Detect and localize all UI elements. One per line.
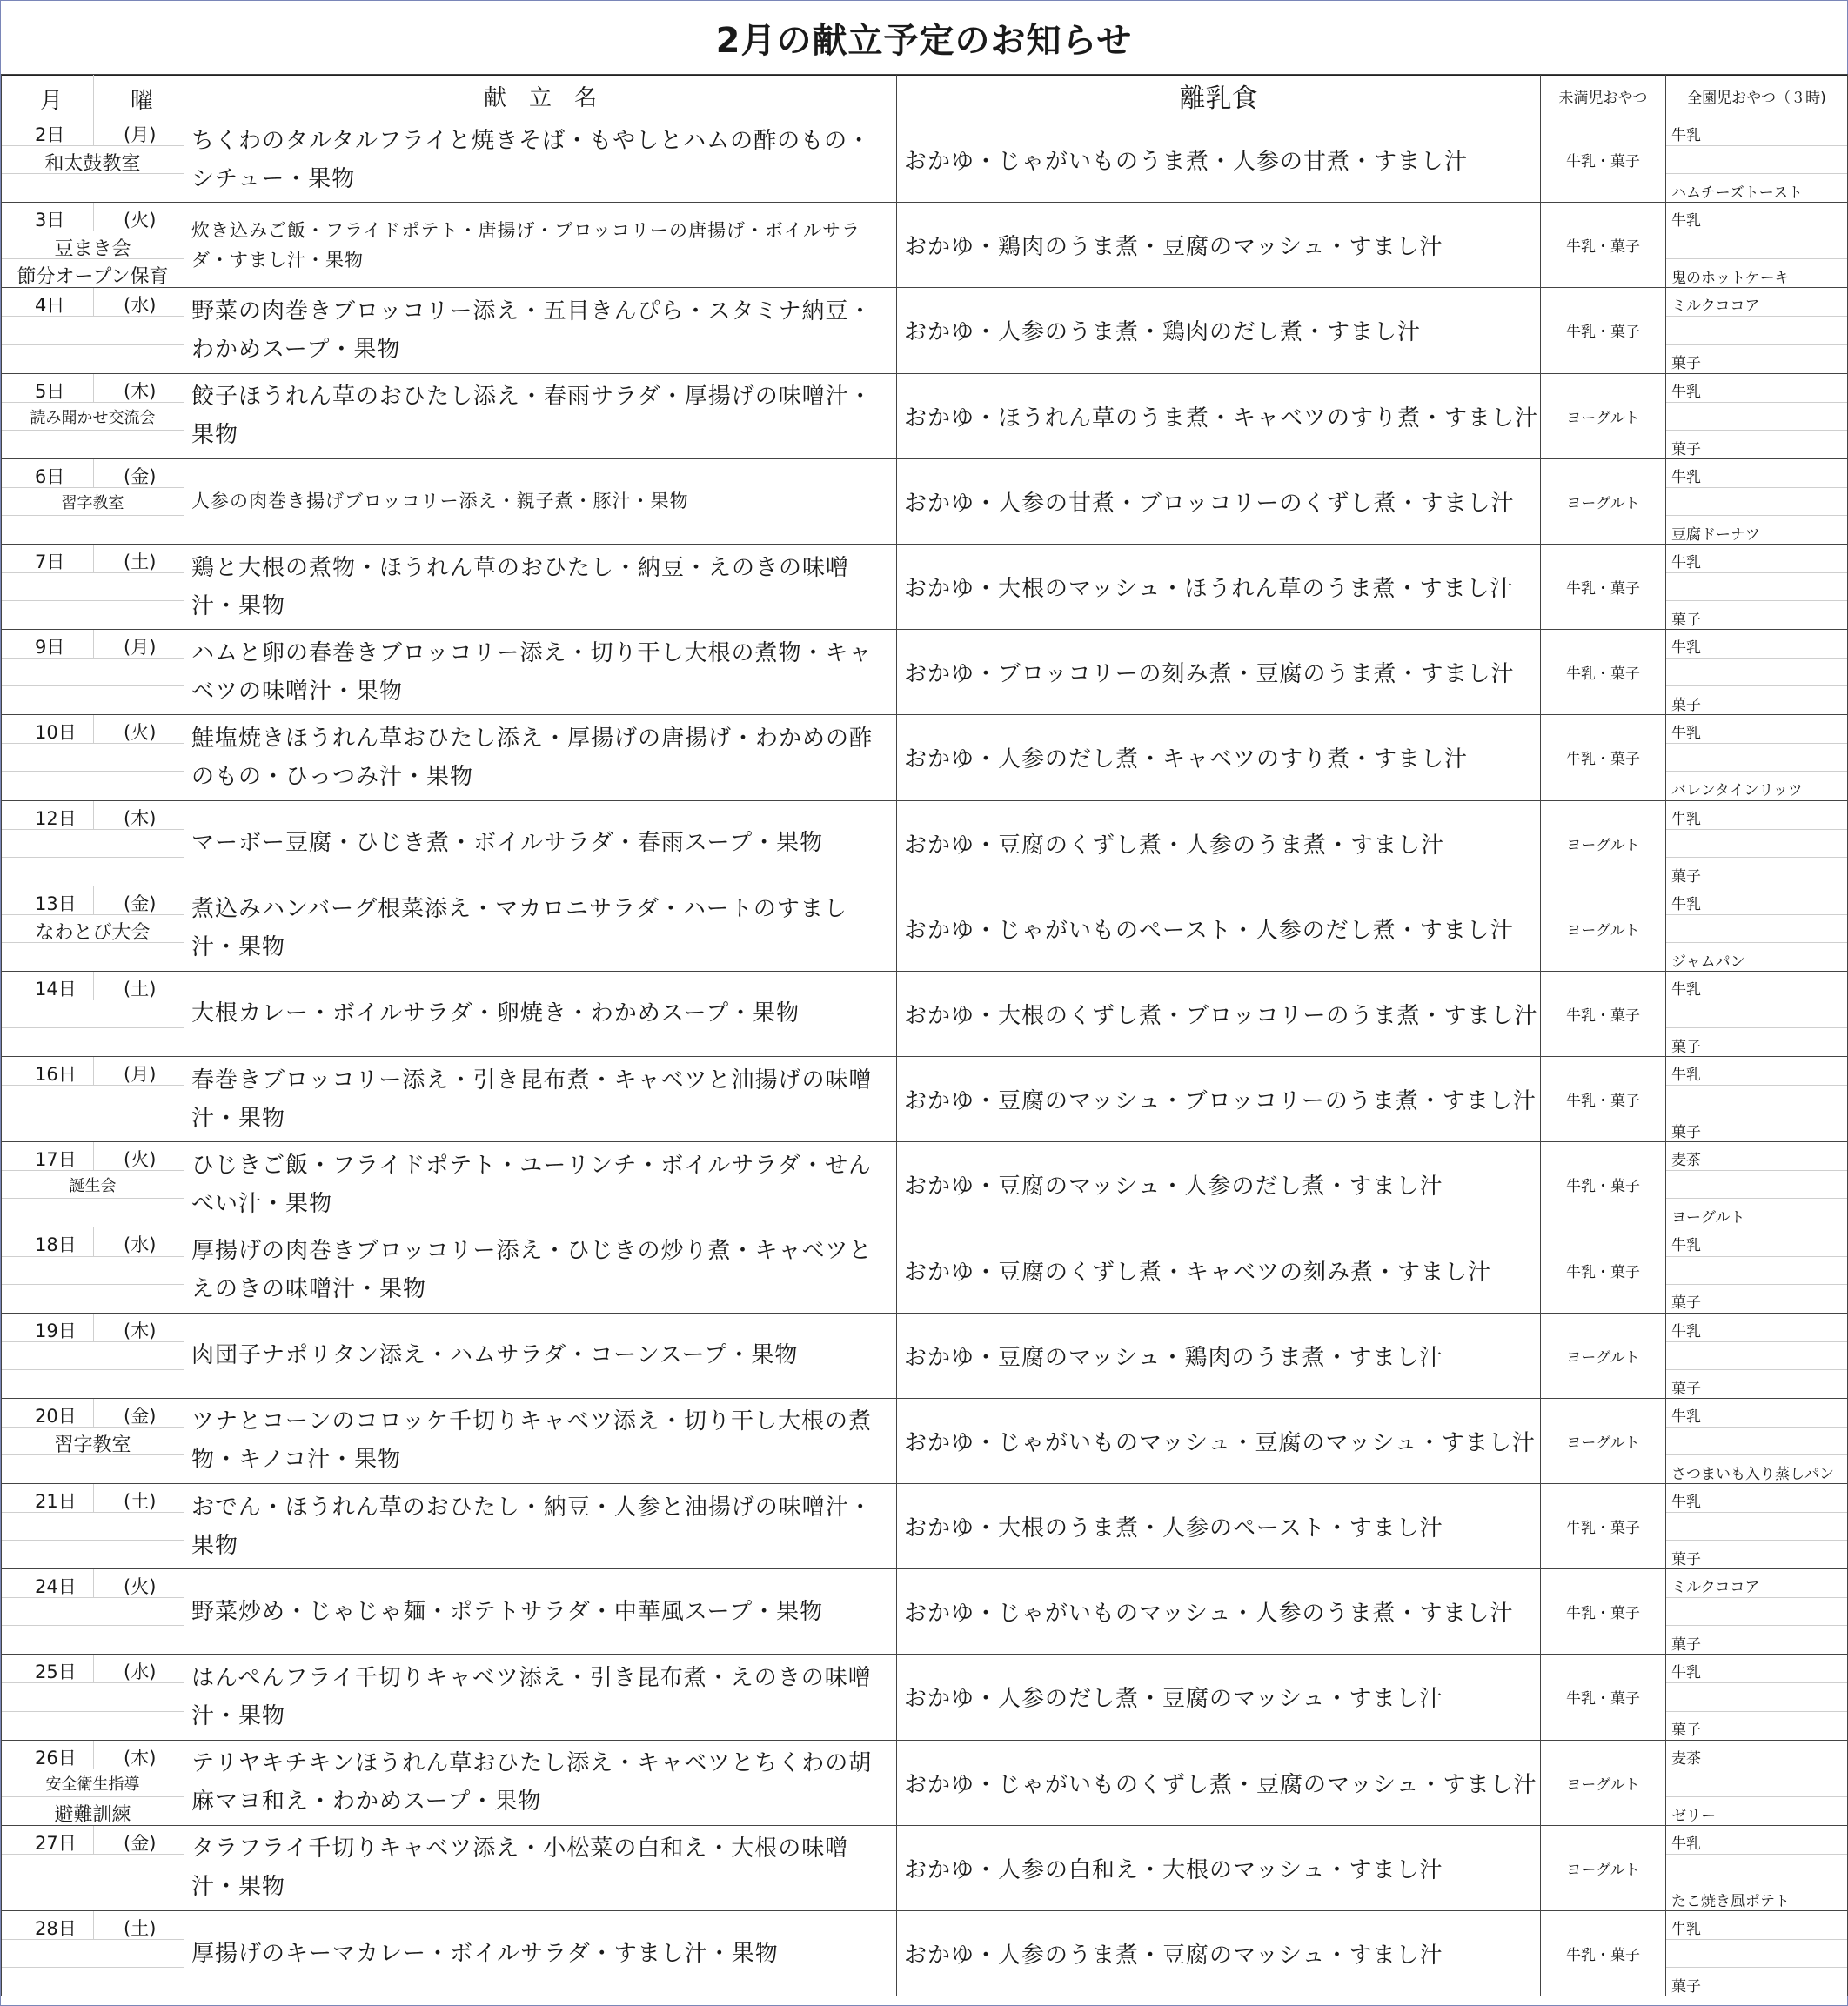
event-label: 豆まき会 [54, 238, 131, 261]
baby-food-cell: おかゆ・人参のだし煮・キャベツのすり煮・すまし汁 [897, 715, 1541, 800]
under3-snack-cell: 牛乳・菓子 [1541, 544, 1666, 629]
all-snack-food: 菓子 [1671, 1294, 1701, 1313]
baby-food-cell: おかゆ・大根のくずし煮・ブロッコリーのうま煮・すまし汁 [897, 971, 1541, 1056]
header-date [2, 75, 184, 117]
table-row [2, 1227, 1848, 1313]
menu-cell: ひじきご飯・フライドポテト・ユーリンチ・ボイルサラダ・せんべい汁・果物 [184, 1142, 897, 1227]
under3-snack-cell: 牛乳・菓子 [1541, 117, 1666, 203]
weekday-label: (水) [124, 1662, 157, 1683]
baby-food-cell: おかゆ・人参のうま煮・鶏肉のだし煮・すまし汁 [897, 288, 1541, 373]
under3-snack-cell: 牛乳・菓子 [1541, 1057, 1666, 1142]
day-label: 18日 [35, 1234, 77, 1256]
all-snack-drink: ミルクココア [1671, 1579, 1760, 1597]
all-snack-cell [1666, 1484, 1848, 1569]
under3-snack-cell: 牛乳・菓子 [1541, 1569, 1666, 1655]
date-cell [2, 1655, 184, 1740]
date-grid [2, 1484, 184, 1568]
weekday-label: (水) [124, 295, 157, 317]
all-snack-cell [1666, 373, 1848, 458]
all-snack-cell [1666, 544, 1848, 629]
all-snack-drink: 牛乳 [1671, 212, 1701, 231]
event-label: 読み聞かせ交流会 [30, 408, 156, 427]
menu-cell: テリヤキチキンほうれん草おひたし添え・キャベツとちくわの胡麻マヨ和え・わかめスープ・果物 [184, 1740, 897, 1825]
date-cell [2, 203, 184, 288]
weekday-label: (金) [124, 1832, 157, 1854]
baby-food-cell: おかゆ・豆腐のくずし煮・人参のうま煮・すまし汁 [897, 800, 1541, 886]
day-label: 17日 [35, 1149, 77, 1171]
day-label: 28日 [35, 1917, 77, 1939]
weekday-label: (土) [124, 551, 157, 572]
all-snack-cell [1666, 1227, 1848, 1313]
all-snack-food: 鬼のホットケーキ [1671, 270, 1790, 288]
under3-snack-cell: ヨーグルト [1541, 458, 1666, 544]
baby-food-cell: おかゆ・豆腐のマッシュ・人参のだし煮・すまし汁 [897, 1142, 1541, 1227]
weekday-label: (火) [124, 722, 157, 744]
table-row [2, 1057, 1848, 1142]
menu-cell: 野菜の肉巻きブロッコリー添え・五目きんぴら・スタミナ納豆・わかめスープ・果物 [184, 288, 897, 373]
weekday-label: (土) [124, 1491, 157, 1512]
all-snack-drink: 牛乳 [1671, 980, 1701, 999]
baby-food-cell: おかゆ・大根のマッシュ・ほうれん草のうま煮・すまし汁 [897, 544, 1541, 629]
under3-snack-cell: 牛乳・菓子 [1541, 1655, 1666, 1740]
menu-cell: はんぺんフライ千切りキャベツ添え・引き昆布煮・えのきの味噌汁・果物 [184, 1655, 897, 1740]
date-grid [2, 715, 184, 799]
all-snack-drink: 牛乳 [1671, 1237, 1701, 1255]
menu-cell: マーボー豆腐・ひじき煮・ボイルサラダ・春雨スープ・果物 [184, 800, 897, 886]
table-row [2, 1910, 1848, 1996]
day-label: 20日 [35, 1405, 77, 1427]
all-snack-food: 菓子 [1671, 611, 1701, 629]
under3-snack-cell: 牛乳・菓子 [1541, 715, 1666, 800]
baby-food-cell: おかゆ・豆腐のマッシュ・鶏肉のうま煮・すまし汁 [897, 1313, 1541, 1398]
weekday-label: (木) [124, 807, 157, 829]
menu-cell: おでん・ほうれん草のおひたし・納豆・人参と油揚げの味噌汁・果物 [184, 1484, 897, 1569]
baby-food-cell: おかゆ・人参のうま煮・豆腐のマッシュ・すまし汁 [897, 1910, 1541, 1996]
under3-snack-cell: 牛乳・菓子 [1541, 1142, 1666, 1227]
under3-snack-cell: 牛乳・菓子 [1541, 971, 1666, 1056]
weekday-label: (木) [124, 380, 157, 402]
date-grid [2, 1826, 184, 1910]
all-snack-food: 菓子 [1671, 1124, 1701, 1142]
under3-snack-cell: ヨーグルト [1541, 373, 1666, 458]
all-snack-cell [1666, 1825, 1848, 1910]
header-month: 月 [40, 88, 64, 114]
day-label: 25日 [35, 1662, 77, 1683]
all-snack-food: 菓子 [1671, 1038, 1701, 1056]
weekday-label: (金) [124, 465, 157, 487]
date-grid [2, 1911, 184, 1996]
all-snack-food: ハムチーズトースト [1671, 184, 1803, 202]
date-cell [2, 1227, 184, 1313]
baby-food-cell: おかゆ・じゃがいものマッシュ・豆腐のマッシュ・すまし汁 [897, 1398, 1541, 1483]
weekday-label: (土) [124, 1917, 157, 1939]
date-grid [2, 1227, 184, 1312]
menu-cell: 厚揚げの肉巻きブロッコリー添え・ひじきの炒り煮・キャベツとえのきの味噌汁・果物 [184, 1227, 897, 1313]
all-snack-cell [1666, 1142, 1848, 1227]
all-snack-drink: 牛乳 [1671, 895, 1701, 913]
menu-cell: 餃子ほうれん草のおひたし添え・春雨サラダ・厚揚げの味噌汁・果物 [184, 373, 897, 458]
table-row [2, 117, 1848, 203]
all-snack-food: たこ焼き風ポテト [1671, 1892, 1790, 1910]
under3-snack-cell: 牛乳・菓子 [1541, 1227, 1666, 1313]
all-snack-drink: 麦茶 [1671, 1152, 1701, 1170]
day-label: 14日 [35, 978, 77, 1000]
weekday-label: (月) [124, 124, 157, 145]
date-cell [2, 373, 184, 458]
weekday-label: (土) [124, 978, 157, 1000]
all-snack-drink: 牛乳 [1671, 1835, 1701, 1853]
table-row [2, 1142, 1848, 1227]
table-row [2, 1740, 1848, 1825]
table-row [2, 1313, 1848, 1398]
all-snack-food: 菓子 [1671, 1977, 1701, 1996]
event-label-2: 節分オープン保育 [17, 266, 169, 288]
day-label: 19日 [35, 1320, 77, 1341]
day-label: 9日 [35, 637, 65, 659]
all-snack-drink: 牛乳 [1671, 1408, 1701, 1426]
all-snack-food: 豆腐ドーナツ [1671, 525, 1760, 544]
day-label: 27日 [35, 1832, 77, 1854]
all-snack-food: ジャムパン [1671, 953, 1745, 971]
baby-food-cell: おかゆ・鶏肉のうま煮・豆腐のマッシュ・すまし汁 [897, 203, 1541, 288]
all-snack-food: 菓子 [1671, 1551, 1701, 1568]
date-grid [2, 1314, 184, 1398]
baby-food-cell: おかゆ・豆腐のくずし煮・キャベツの刻み煮・すまし汁 [897, 1227, 1541, 1313]
weekday-label: (月) [124, 637, 157, 659]
under3-snack-cell: ヨーグルト [1541, 1825, 1666, 1910]
date-grid [2, 972, 184, 1056]
under3-snack-cell: 牛乳・菓子 [1541, 630, 1666, 715]
day-label: 7日 [35, 551, 65, 572]
table-row [2, 544, 1848, 629]
all-snack-cell [1666, 630, 1848, 715]
header-weekday: 曜 [131, 88, 154, 114]
all-snack-drink: 牛乳 [1671, 1067, 1701, 1085]
date-cell [2, 1910, 184, 1996]
weekday-label: (水) [124, 1234, 157, 1256]
menu-cell: 鮭塩焼きほうれん草おひたし添え・厚揚げの唐揚げ・わかめの酢のもの・ひっつみ汁・果物 [184, 715, 897, 800]
all-snack-cell [1666, 1910, 1848, 1996]
date-grid [2, 288, 184, 372]
all-snack-drink: 麦茶 [1671, 1749, 1701, 1768]
baby-food-cell: おかゆ・じゃがいものうま煮・人参の甘煮・すまし汁 [897, 117, 1541, 203]
menu-cell: ハムと卵の春巻きブロッコリー添え・切り干し大根の煮物・キャベツの味噌汁・果物 [184, 630, 897, 715]
weekday-label: (木) [124, 1747, 157, 1769]
day-label: 24日 [35, 1576, 77, 1598]
date-cell [2, 1825, 184, 1910]
all-snack-food: 菓子 [1671, 355, 1701, 373]
all-snack-cell [1666, 1313, 1848, 1398]
date-cell [2, 1142, 184, 1227]
all-snack-drink: 牛乳 [1671, 810, 1701, 828]
menu-cell: ツナとコーンのコロッケ千切りキャベツ添え・切り干し大根の煮物・キノコ汁・果物 [184, 1398, 897, 1483]
all-snack-food: 菓子 [1671, 440, 1701, 458]
all-snack-cell [1666, 715, 1848, 800]
menu-cell: ちくわのタルタルフライと焼きそば・もやしとハムの酢のもの・シチュー・果物 [184, 117, 897, 203]
menu-cell: 煮込みハンバーグ根菜添え・マカロニサラダ・ハートのすまし汁・果物 [184, 886, 897, 971]
all-snack-drink: 牛乳 [1671, 725, 1701, 743]
menu-rows [2, 117, 1848, 1996]
day-label: 4日 [35, 295, 65, 317]
menu-cell: 野菜炒め・じゃじゃ麺・ポテトサラダ・中華風スープ・果物 [184, 1569, 897, 1655]
under3-snack-cell: ヨーグルト [1541, 1313, 1666, 1398]
table-row [2, 800, 1848, 886]
day-label: 3日 [35, 210, 65, 231]
menu-cell: 鶏と大根の煮物・ほうれん草のおひたし・納豆・えのきの味噌汁・果物 [184, 544, 897, 629]
date-grid [2, 1057, 184, 1141]
event-label: なわとび大会 [35, 921, 151, 944]
all-snack-drink: 牛乳 [1671, 1494, 1701, 1511]
date-cell [2, 117, 184, 203]
table-row [2, 971, 1848, 1056]
baby-food-cell: おかゆ・じゃがいものマッシュ・人参のうま煮・すまし汁 [897, 1569, 1541, 1655]
date-cell [2, 1484, 184, 1569]
date-grid [2, 1569, 184, 1654]
table-row [2, 1398, 1848, 1483]
menu-cell: 大根カレー・ボイルサラダ・卵焼き・わかめスープ・果物 [184, 971, 897, 1056]
table-row [2, 886, 1848, 971]
event-label: 習字教室 [54, 1434, 131, 1456]
table-row [2, 630, 1848, 715]
baby-food-cell: おかゆ・ブロッコリーの刻み煮・豆腐のうま煮・すまし汁 [897, 630, 1541, 715]
baby-food-cell: おかゆ・じゃがいものくずし煮・豆腐のマッシュ・すまし汁 [897, 1740, 1541, 1825]
all-snack-cell [1666, 203, 1848, 288]
weekday-label: (火) [124, 210, 157, 231]
header-all: 全園児おやつ（３時) [1666, 75, 1848, 117]
under3-snack-cell: ヨーグルト [1541, 1398, 1666, 1483]
all-snack-food: 菓子 [1671, 1636, 1701, 1655]
date-cell [2, 288, 184, 373]
all-snack-cell [1666, 971, 1848, 1056]
date-grid [2, 545, 184, 629]
all-snack-drink: 牛乳 [1671, 1664, 1701, 1682]
header-row [2, 75, 1848, 117]
day-label: 5日 [35, 380, 65, 402]
day-label: 16日 [35, 1064, 77, 1086]
all-snack-drink: 牛乳 [1671, 553, 1701, 572]
all-snack-cell [1666, 1057, 1848, 1142]
all-snack-drink: ミルクココア [1671, 298, 1760, 316]
all-snack-cell [1666, 288, 1848, 373]
page-title: 2月の献立予定のお知らせ [1, 1, 1847, 76]
event-label-2: 避難訓練 [54, 1803, 131, 1826]
date-cell [2, 1569, 184, 1655]
all-snack-cell [1666, 1569, 1848, 1655]
header-date-divider [93, 75, 94, 117]
all-snack-drink: 牛乳 [1671, 639, 1701, 658]
under3-snack-cell: ヨーグルト [1541, 800, 1666, 886]
menu-cell: 炊き込みご飯・フライドポテト・唐揚げ・ブロッコリーの唐揚げ・ボイルサラダ・すまし汁・果物 [184, 203, 897, 288]
table-row [2, 373, 1848, 458]
event-label: 誕生会 [69, 1177, 117, 1196]
table-row [2, 715, 1848, 800]
all-snack-drink: 牛乳 [1671, 127, 1701, 144]
weekday-label: (火) [124, 1576, 157, 1598]
menu-cell: タラフライ千切りキャベツ添え・小松菜の白和え・大根の味噌汁・果物 [184, 1825, 897, 1910]
table-row [2, 1655, 1848, 1740]
all-snack-cell [1666, 800, 1848, 886]
date-cell [2, 715, 184, 800]
header-under3: 未満児おやつ [1541, 75, 1666, 117]
all-snack-cell [1666, 458, 1848, 544]
date-cell [2, 1057, 184, 1142]
table-row [2, 1569, 1848, 1655]
under3-snack-cell: ヨーグルト [1541, 886, 1666, 971]
event-label: 安全衛生指導 [45, 1775, 140, 1794]
under3-snack-cell: 牛乳・菓子 [1541, 1910, 1666, 1996]
all-snack-food: ヨーグルト [1671, 1209, 1745, 1227]
table-row [2, 203, 1848, 288]
all-snack-food: さつまいも入り蒸しパン [1671, 1465, 1834, 1483]
day-label: 21日 [35, 1491, 77, 1512]
all-snack-drink: 牛乳 [1671, 383, 1701, 401]
baby-food-cell: おかゆ・ほうれん草のうま煮・キャベツのすり煮・すまし汁 [897, 373, 1541, 458]
date-cell [2, 1313, 184, 1398]
event-label: 和太鼓教室 [44, 153, 141, 175]
menu-cell: 春巻きブロッコリー添え・引き昆布煮・キャベツと油揚げの味噌汁・果物 [184, 1057, 897, 1142]
all-snack-cell [1666, 1655, 1848, 1740]
baby-food-cell: おかゆ・人参の白和え・大根のマッシュ・すまし汁 [897, 1825, 1541, 1910]
all-snack-cell [1666, 1398, 1848, 1483]
date-cell [2, 458, 184, 544]
under3-snack-cell: 牛乳・菓子 [1541, 1484, 1666, 1569]
date-grid [2, 1655, 184, 1739]
menu-cell: 人参の肉巻き揚げブロッコリー添え・親子煮・豚汁・果物 [184, 458, 897, 544]
under3-snack-cell: ヨーグルト [1541, 1740, 1666, 1825]
table-row [2, 288, 1848, 373]
baby-food-cell: おかゆ・大根のうま煮・人参のペースト・すまし汁 [897, 1484, 1541, 1569]
event-label: 習字教室 [61, 493, 124, 512]
baby-food-cell: おかゆ・じゃがいものペースト・人参のだし煮・すまし汁 [897, 886, 1541, 971]
day-label: 12日 [35, 807, 77, 829]
date-cell [2, 886, 184, 971]
header-baby: 離乳食 [897, 75, 1541, 117]
weekday-label: (金) [124, 1405, 157, 1427]
table-row [2, 1484, 1848, 1569]
all-snack-food: ゼリー [1671, 1807, 1716, 1825]
date-cell [2, 544, 184, 629]
all-snack-food: 菓子 [1671, 1380, 1701, 1398]
day-label: 6日 [35, 465, 65, 487]
menu-cell: 肉団子ナポリタン添え・ハムサラダ・コーンスープ・果物 [184, 1313, 897, 1398]
day-label: 2日 [35, 124, 65, 145]
date-cell [2, 1740, 184, 1825]
all-snack-food: 菓子 [1671, 867, 1701, 886]
all-snack-drink: 牛乳 [1671, 1322, 1701, 1341]
date-cell [2, 1398, 184, 1483]
weekday-label: (月) [124, 1064, 157, 1086]
all-snack-food: 菓子 [1671, 1722, 1701, 1740]
day-label: 13日 [35, 893, 77, 914]
weekday-label: (木) [124, 1320, 157, 1341]
date-grid [2, 630, 184, 714]
all-snack-food: バレンタインリッツ [1671, 782, 1803, 800]
all-snack-drink: 牛乳 [1671, 1920, 1701, 1938]
weekday-label: (金) [124, 893, 157, 914]
under3-snack-cell: 牛乳・菓子 [1541, 203, 1666, 288]
under3-snack-cell: 牛乳・菓子 [1541, 288, 1666, 373]
menu-cell: 厚揚げのキーマカレー・ボイルサラダ・すまし汁・果物 [184, 1910, 897, 1996]
date-grid [2, 801, 184, 886]
all-snack-drink: 牛乳 [1671, 468, 1701, 486]
date-cell [2, 800, 184, 886]
weekday-label: (火) [124, 1149, 157, 1171]
date-cell [2, 630, 184, 715]
baby-food-cell: おかゆ・人参の甘煮・ブロッコリーのくずし煮・すまし汁 [897, 458, 1541, 544]
menu-table [1, 74, 1848, 1996]
day-label: 10日 [35, 722, 77, 744]
baby-food-cell: おかゆ・人参のだし煮・豆腐のマッシュ・すまし汁 [897, 1655, 1541, 1740]
all-snack-cell [1666, 1740, 1848, 1825]
table-row [2, 1825, 1848, 1910]
all-snack-food: 菓子 [1671, 697, 1701, 715]
day-label: 26日 [35, 1747, 77, 1769]
date-cell [2, 971, 184, 1056]
all-snack-cell [1666, 117, 1848, 203]
all-snack-cell [1666, 886, 1848, 971]
table-row [2, 458, 1848, 544]
baby-food-cell: おかゆ・豆腐のマッシュ・ブロッコリーのうま煮・すまし汁 [897, 1057, 1541, 1142]
header-menu: 献 立 名 [184, 75, 897, 117]
